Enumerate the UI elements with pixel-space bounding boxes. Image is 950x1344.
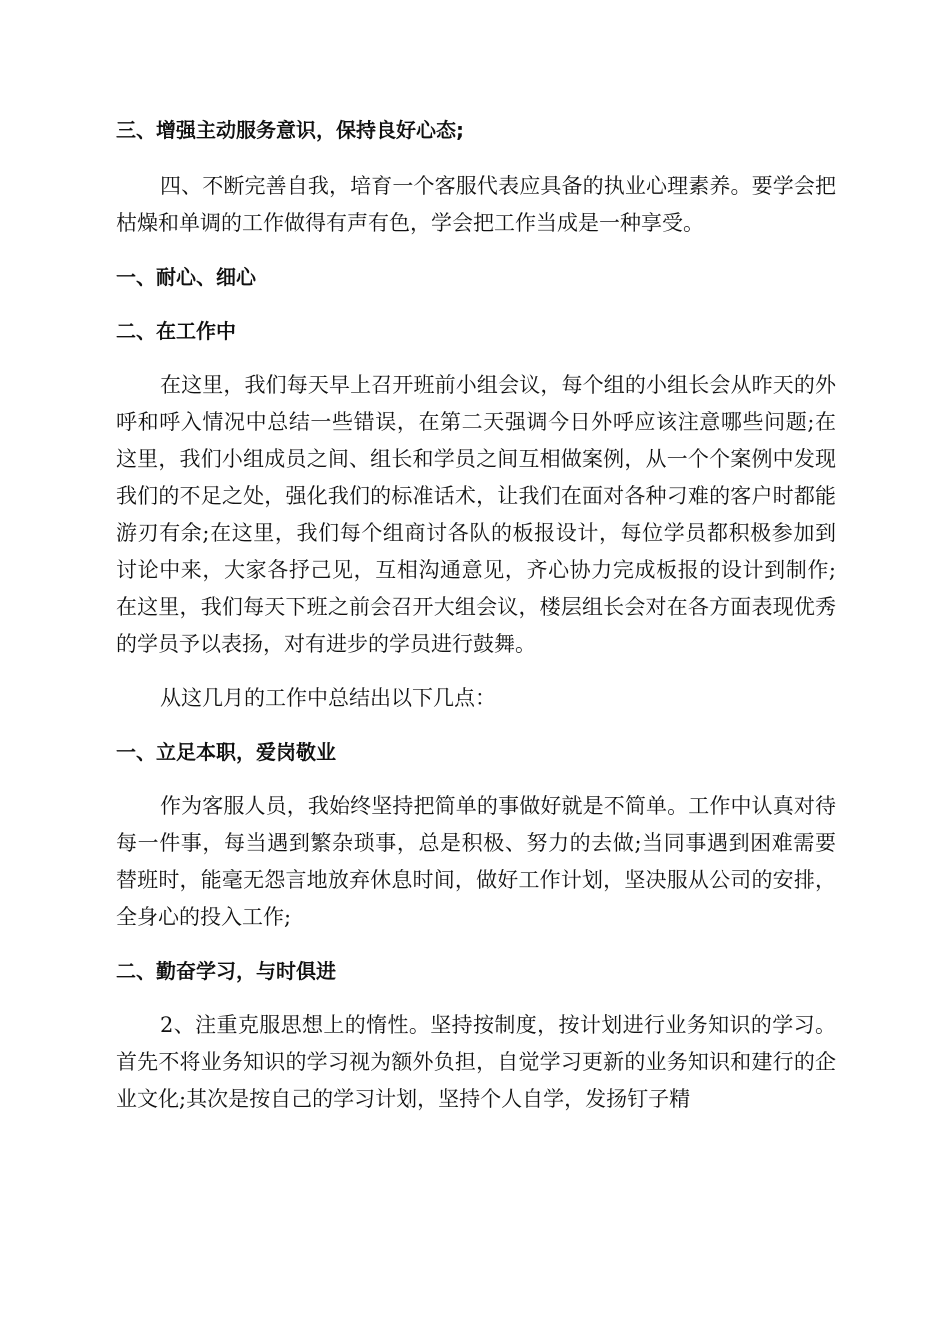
section-heading: 三、增强主动服务意识，保持良好心态; [116, 118, 464, 142]
paragraph: 2、注重克服思想上的惰性。坚持按制度，按计划进行业务知识的学习。首先不将业务知识的学习视为额外负担，自觉学习更新的业务知识和建行的企业文化;其次是按自己的学习计划，坚持个人自学，发扬钉子精 [116, 1013, 836, 1111]
section-heading: 二、勤奋学习，与时俱进 [116, 959, 336, 983]
spacer [116, 242, 836, 259]
section-heading: 一、立足本职，爱岗敬业 [116, 740, 336, 764]
section-heading: 二、在工作中 [116, 319, 236, 343]
document-body [116, 112, 836, 1118]
spacer [116, 771, 836, 788]
paragraph: 作为客服人员，我始终坚持把简单的事做好就是不简单。工作中认真对待每一件事，每当遇到繁杂琐事，总是积极、努力的去做;当同事遇到困难需要替班时，能毫无怨言地放弃休息时间，做好工作计划，坚决服从公司的安排，全身心的投入工作; [116, 794, 836, 929]
paragraph: 在这里，我们每天早上召开班前小组会议，每个组的小组长会从昨天的外呼和呼入情况中总结一些错误，在第二天强调今日外呼应该注意哪些问题;在这里，我们小组成员之间、组长和学员之间互相做案例，从一个个案例中发现我们的不足之处，强化我们的标准话术，让我们在面对各种刁难的客户时都能游刃有余;在这里，我们每个组商讨各队的板报设计，每位学员都积极参加到讨论中来，大家各抒己见，互相沟通意见，齐心协力完成板报的设计到制作;在这里，我们每天下班之前会召开大组会议，楼层组长会对在各方面表现优秀的学员予以表扬，对有进步的学员进行鼓舞。 [116, 373, 836, 656]
section-heading: 一、耐心、细心 [116, 265, 256, 289]
spacer [116, 936, 836, 953]
spacer [116, 350, 836, 367]
spacer [116, 663, 836, 680]
spacer [116, 149, 836, 168]
paragraph: 四、不断完善自我，培育一个客服代表应具备的执业心理素养。要学会把枯燥和单调的工作做得有声有色，学会把工作当成是一种享受。 [116, 174, 836, 235]
spacer [116, 717, 836, 734]
spacer [116, 990, 836, 1007]
spacer [116, 296, 836, 313]
paragraph: 从这几月的工作中总结出以下几点： [160, 686, 496, 710]
